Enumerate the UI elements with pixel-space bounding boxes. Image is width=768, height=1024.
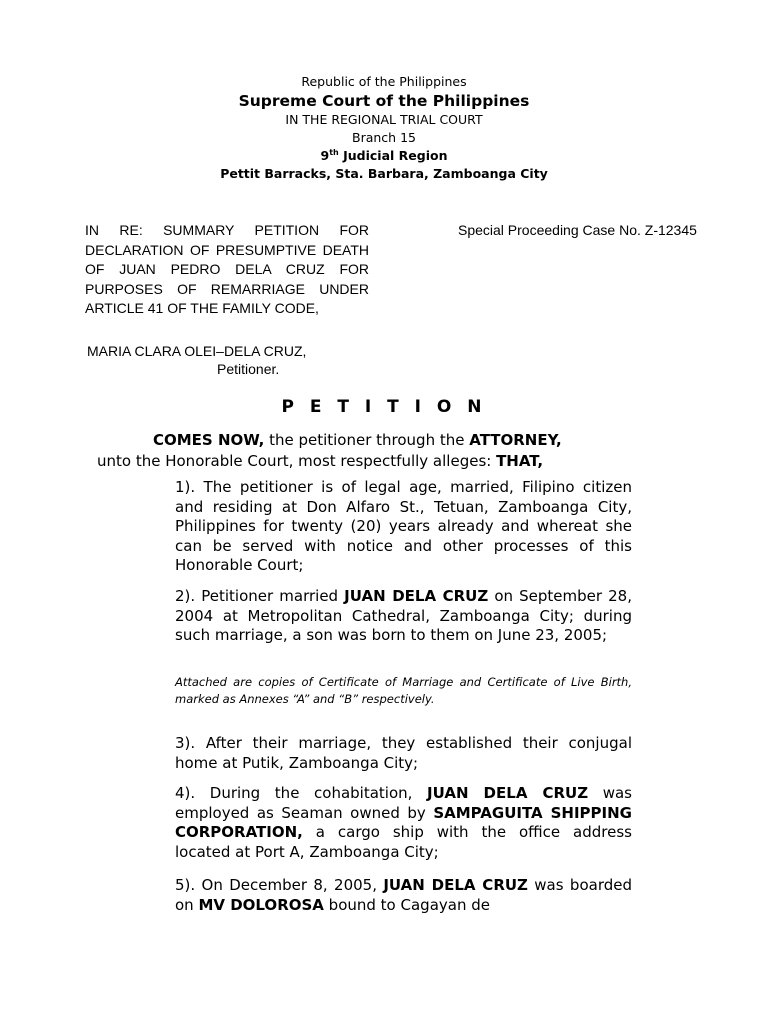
paragraph-2 [175, 587, 632, 646]
paragraph-5 [175, 876, 632, 915]
ship-name: MV DOLOROSA [198, 895, 324, 914]
trial-court-line: IN THE REGIONAL TRIAL COURT [285, 112, 483, 127]
para-text: was employed as Seaman owned by [175, 784, 632, 822]
region-line [0, 147, 768, 165]
caption-line: ARTICLE 41 OF THE FAMILY CODE, [85, 300, 319, 316]
caption-line: DECLARATION OF PRESUMPTIVE DEATH [85, 241, 369, 258]
paragraph-4 [175, 784, 632, 862]
intro-line-2 [97, 451, 543, 472]
para-text: on September 28, 2004 at Metropolitan Cathedral, Zamboanga City; during such marriage, a son was born to them on June 23, 2005; [175, 587, 632, 645]
petitioner-name: MARIA CLARA OLEI–DELA CRUZ, [87, 343, 307, 359]
case-caption [85, 221, 369, 319]
caption-line: OF JUAN PEDRO DELA CRUZ FOR [85, 261, 369, 277]
person-name: JUAN DELA CRUZ [344, 587, 489, 605]
region-number: 9 [320, 148, 330, 163]
intro-text: unto the Honorable Court, most respectfully alleges: [97, 452, 497, 470]
address-line: Pettit Barracks, Sta. Barbara, Zamboanga City [220, 166, 548, 181]
para-text: was boarded on [175, 876, 632, 914]
para-text: 2). Petitioner married [175, 587, 345, 605]
region-text: Judicial Region [338, 148, 448, 163]
document-title: P E T I T I O N [281, 397, 487, 417]
para-text: a cargo ship with the office address located at Port A, Zamboanga City; [175, 823, 632, 861]
person-name: JUAN DELA CRUZ [383, 876, 528, 894]
paragraph-1: 1). The petitioner is of legal age, married, Filipino citizen and residing at Don Alfaro St., Tetuan, Zamboanga City, Philippines for twenty (20) years already and whereat she can be served with notice and other processes of this Honorable Court; [175, 478, 632, 575]
intro-text: the petitioner through the [264, 431, 470, 449]
that: THAT, [496, 452, 544, 470]
intro-line-1 [153, 430, 562, 451]
case-number: Special Proceeding Case No. Z-12345 [458, 222, 697, 238]
court-header [0, 73, 768, 183]
petitioner-role: Petitioner. [217, 361, 280, 377]
caption-line: IN RE: SUMMARY PETITION FOR [85, 222, 369, 238]
company-name: SAMPAGUITA SHIPPING CORPORATION, [175, 803, 632, 842]
branch-line: Branch 15 [352, 130, 416, 145]
attorney: ATTORNEY, [469, 431, 562, 449]
para-text: bound to Cagayan de [323, 895, 490, 914]
person-name: JUAN DELA CRUZ [427, 784, 589, 802]
paragraph-3: 3). After their marriage, they established their conjugal home at Putik, Zamboanga City; [175, 734, 632, 772]
republic-line: Republic of the Philippines [301, 74, 467, 89]
supreme-court-line: Supreme Court of the Philippines [238, 92, 530, 110]
annex-note: Attached are copies of Certificate of Marriage and Certificate of Live Birth, marked as Annexes “A” and “B” respectively. [175, 675, 632, 706]
para-text: 4). During the cohabitation, [175, 784, 428, 802]
region-ordinal: th [329, 147, 339, 157]
comes-now: COMES NOW, [153, 431, 265, 449]
para-text: 5). On December 8, 2005, [175, 876, 384, 894]
caption-line: PURPOSES OF REMARRIAGE UNDER [85, 280, 369, 297]
